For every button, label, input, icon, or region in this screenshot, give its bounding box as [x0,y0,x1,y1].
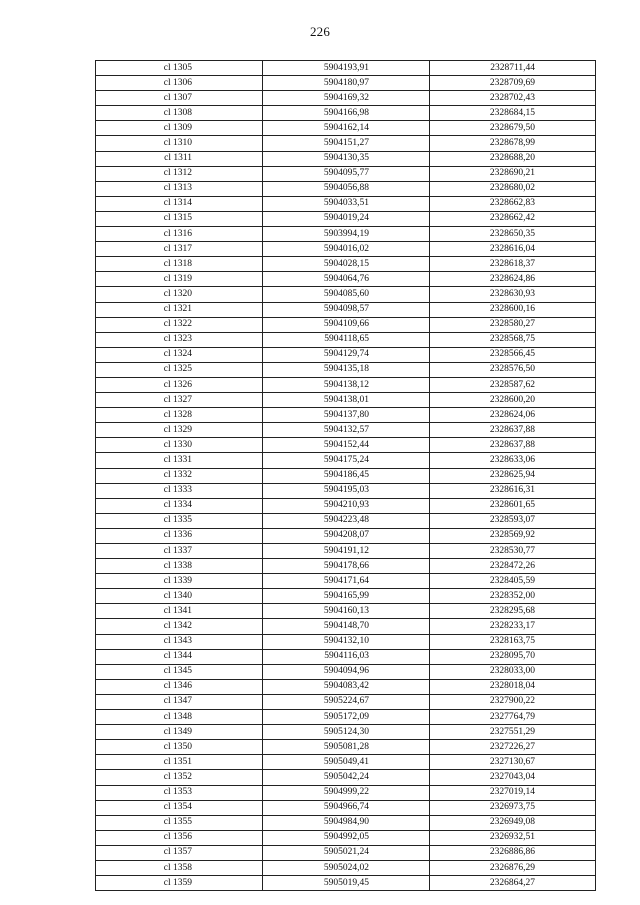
point-id-cell: cl 1305 [96,61,263,76]
y-coordinate-cell: 2328405,59 [430,574,596,589]
point-id-cell: cl 1318 [96,257,263,272]
point-id-cell: cl 1353 [96,785,263,800]
x-coordinate-cell: 5904178,66 [263,559,430,574]
x-coordinate-cell: 5904992,05 [263,830,430,845]
point-id-cell: cl 1355 [96,815,263,830]
x-coordinate-cell: 5904984,90 [263,815,430,830]
table-row [96,196,596,211]
table-row [96,106,596,121]
table-row [96,528,596,543]
point-id-cell: cl 1306 [96,76,263,91]
x-coordinate-cell: 5904966,74 [263,800,430,815]
point-id-cell: cl 1315 [96,211,263,226]
table-row [96,242,596,257]
y-coordinate-cell: 2327019,14 [430,785,596,800]
point-id-cell: cl 1336 [96,528,263,543]
y-coordinate-cell: 2328569,92 [430,528,596,543]
x-coordinate-cell: 5904180,97 [263,76,430,91]
y-coordinate-cell: 2328690,21 [430,166,596,181]
table-row [96,725,596,740]
point-id-cell: cl 1332 [96,468,263,483]
x-coordinate-cell: 5904116,03 [263,649,430,664]
y-coordinate-cell: 2328702,43 [430,91,596,106]
x-coordinate-cell: 5904138,12 [263,377,430,392]
point-id-cell: cl 1357 [96,845,263,860]
x-coordinate-cell: 5904064,76 [263,272,430,287]
x-coordinate-cell: 5904195,03 [263,483,430,498]
point-id-cell: cl 1349 [96,725,263,740]
x-coordinate-cell: 5904152,44 [263,438,430,453]
point-id-cell: cl 1346 [96,679,263,694]
y-coordinate-cell: 2327130,67 [430,755,596,770]
x-coordinate-cell: 5904210,93 [263,498,430,513]
x-coordinate-cell: 5904129,74 [263,347,430,362]
point-id-cell: cl 1348 [96,710,263,725]
x-coordinate-cell: 5904223,48 [263,513,430,528]
x-coordinate-cell: 5904132,10 [263,634,430,649]
table-row [96,438,596,453]
point-id-cell: cl 1344 [96,649,263,664]
y-coordinate-cell: 2328711,44 [430,61,596,76]
point-id-cell: cl 1323 [96,332,263,347]
table-row [96,347,596,362]
point-id-cell: cl 1341 [96,604,263,619]
y-coordinate-cell: 2328650,35 [430,227,596,242]
x-coordinate-cell: 5904019,24 [263,211,430,226]
table-row [96,423,596,438]
table-row [96,498,596,513]
y-coordinate-cell: 2328616,31 [430,483,596,498]
point-id-cell: cl 1345 [96,664,263,679]
point-id-cell: cl 1359 [96,876,263,891]
x-coordinate-cell: 5904166,98 [263,106,430,121]
point-id-cell: cl 1308 [96,106,263,121]
point-id-cell: cl 1342 [96,619,263,634]
table-row [96,634,596,649]
x-coordinate-cell: 5904098,57 [263,302,430,317]
x-coordinate-cell: 5905049,41 [263,755,430,770]
table-row [96,559,596,574]
x-coordinate-cell: 5904033,51 [263,196,430,211]
point-id-cell: cl 1311 [96,151,263,166]
x-coordinate-cell: 5904085,60 [263,287,430,302]
y-coordinate-cell: 2328295,68 [430,604,596,619]
point-id-cell: cl 1356 [96,830,263,845]
y-coordinate-cell: 2328616,04 [430,242,596,257]
x-coordinate-cell: 5904130,35 [263,151,430,166]
x-coordinate-cell: 5904193,91 [263,61,430,76]
point-id-cell: cl 1347 [96,694,263,709]
point-id-cell: cl 1325 [96,362,263,377]
table-row [96,76,596,91]
y-coordinate-cell: 2326973,75 [430,800,596,815]
y-coordinate-cell: 2328637,88 [430,438,596,453]
y-coordinate-cell: 2328624,06 [430,408,596,423]
table-row [96,166,596,181]
point-id-cell: cl 1317 [96,242,263,257]
point-id-cell: cl 1307 [96,91,263,106]
table-row [96,679,596,694]
y-coordinate-cell: 2328637,88 [430,423,596,438]
y-coordinate-cell: 2327043,04 [430,770,596,785]
page-number: 226 [309,24,331,39]
y-coordinate-cell: 2327764,79 [430,710,596,725]
point-id-cell: cl 1313 [96,181,263,196]
y-coordinate-cell: 2328680,02 [430,181,596,196]
point-id-cell: cl 1326 [96,377,263,392]
table-row [96,830,596,845]
y-coordinate-cell: 2328095,70 [430,649,596,664]
x-coordinate-cell: 5904162,14 [263,121,430,136]
y-coordinate-cell: 2328566,45 [430,347,596,362]
table-row [96,649,596,664]
point-id-cell: cl 1327 [96,393,263,408]
point-id-cell: cl 1352 [96,770,263,785]
coordinates-table [95,60,596,891]
point-id-cell: cl 1310 [96,136,263,151]
x-coordinate-cell: 5904016,02 [263,242,430,257]
y-coordinate-cell: 2326949,08 [430,815,596,830]
y-coordinate-cell: 2328472,26 [430,559,596,574]
table-row [96,181,596,196]
x-coordinate-cell: 5905024,02 [263,860,430,875]
y-coordinate-cell: 2328352,00 [430,589,596,604]
x-coordinate-cell: 5905081,28 [263,740,430,755]
table-row [96,710,596,725]
point-id-cell: cl 1338 [96,559,263,574]
point-id-cell: cl 1314 [96,196,263,211]
table-row [96,393,596,408]
x-coordinate-cell: 5904148,70 [263,619,430,634]
point-id-cell: cl 1331 [96,453,263,468]
table-row [96,257,596,272]
y-coordinate-cell: 2328662,83 [430,196,596,211]
x-coordinate-cell: 5904138,01 [263,393,430,408]
table-row [96,589,596,604]
table-row [96,362,596,377]
table-row [96,619,596,634]
y-coordinate-cell: 2326864,27 [430,876,596,891]
x-coordinate-cell: 5904132,57 [263,423,430,438]
x-coordinate-cell: 5904175,24 [263,453,430,468]
table-row [96,800,596,815]
y-coordinate-cell: 2328630,93 [430,287,596,302]
x-coordinate-cell: 5904135,18 [263,362,430,377]
table-row [96,408,596,423]
table-row [96,302,596,317]
x-coordinate-cell: 5904208,07 [263,528,430,543]
point-id-cell: cl 1334 [96,498,263,513]
x-coordinate-cell: 5904165,99 [263,589,430,604]
point-id-cell: cl 1354 [96,800,263,815]
x-coordinate-cell: 5904191,12 [263,544,430,559]
y-coordinate-cell: 2328688,20 [430,151,596,166]
point-id-cell: cl 1340 [96,589,263,604]
point-id-cell: cl 1321 [96,302,263,317]
x-coordinate-cell: 5904151,27 [263,136,430,151]
x-coordinate-cell: 5904160,13 [263,604,430,619]
y-coordinate-cell: 2328568,75 [430,332,596,347]
point-id-cell: cl 1324 [96,347,263,362]
table-row [96,785,596,800]
table-row [96,860,596,875]
x-coordinate-cell: 5904171,64 [263,574,430,589]
table-row [96,740,596,755]
x-coordinate-cell: 5904999,22 [263,785,430,800]
table-row [96,770,596,785]
table-row [96,664,596,679]
y-coordinate-cell: 2328618,37 [430,257,596,272]
table-row [96,332,596,347]
table-row [96,151,596,166]
y-coordinate-cell: 2328576,50 [430,362,596,377]
point-id-cell: cl 1335 [96,513,263,528]
y-coordinate-cell: 2327226,27 [430,740,596,755]
x-coordinate-cell: 5904095,77 [263,166,430,181]
y-coordinate-cell: 2328709,69 [430,76,596,91]
table-row [96,544,596,559]
point-id-cell: cl 1309 [96,121,263,136]
point-id-cell: cl 1319 [96,272,263,287]
x-coordinate-cell: 5905021,24 [263,845,430,860]
y-coordinate-cell: 2328624,86 [430,272,596,287]
table-row [96,876,596,891]
table-row [96,513,596,528]
x-coordinate-cell: 5904056,88 [263,181,430,196]
x-coordinate-cell: 5905224,67 [263,694,430,709]
y-coordinate-cell: 2328601,65 [430,498,596,513]
y-coordinate-cell: 2328163,75 [430,634,596,649]
x-coordinate-cell: 5904083,42 [263,679,430,694]
table-row [96,91,596,106]
y-coordinate-cell: 2328633,06 [430,453,596,468]
y-coordinate-cell: 2328580,27 [430,317,596,332]
table-row [96,755,596,770]
table-row [96,211,596,226]
table-row [96,483,596,498]
y-coordinate-cell: 2326886,86 [430,845,596,860]
y-coordinate-cell: 2328018,04 [430,679,596,694]
x-coordinate-cell: 5904109,66 [263,317,430,332]
y-coordinate-cell: 2328684,15 [430,106,596,121]
point-id-cell: cl 1351 [96,755,263,770]
table-row [96,61,596,76]
point-id-cell: cl 1343 [96,634,263,649]
table-row [96,287,596,302]
table-row [96,227,596,242]
y-coordinate-cell: 2328678,99 [430,136,596,151]
table-row [96,317,596,332]
point-id-cell: cl 1322 [96,317,263,332]
table-row [96,377,596,392]
y-coordinate-cell: 2328679,50 [430,121,596,136]
point-id-cell: cl 1333 [96,483,263,498]
y-coordinate-cell: 2328625,94 [430,468,596,483]
y-coordinate-cell: 2328662,42 [430,211,596,226]
y-coordinate-cell: 2326876,29 [430,860,596,875]
point-id-cell: cl 1316 [96,227,263,242]
x-coordinate-cell: 5904186,45 [263,468,430,483]
x-coordinate-cell: 5904118,65 [263,332,430,347]
point-id-cell: cl 1337 [96,544,263,559]
x-coordinate-cell: 5905042,24 [263,770,430,785]
table-row [96,453,596,468]
point-id-cell: cl 1358 [96,860,263,875]
y-coordinate-cell: 2327551,29 [430,725,596,740]
y-coordinate-cell: 2326932,51 [430,830,596,845]
point-id-cell: cl 1330 [96,438,263,453]
x-coordinate-cell: 5904169,32 [263,91,430,106]
y-coordinate-cell: 2328530,77 [430,544,596,559]
table-row [96,272,596,287]
x-coordinate-cell: 5904028,15 [263,257,430,272]
table-row [96,468,596,483]
x-coordinate-cell: 5905172,09 [263,710,430,725]
x-coordinate-cell: 5904094,96 [263,664,430,679]
x-coordinate-cell: 5903994,19 [263,227,430,242]
point-id-cell: cl 1329 [96,423,263,438]
y-coordinate-cell: 2328600,20 [430,393,596,408]
y-coordinate-cell: 2328587,62 [430,377,596,392]
x-coordinate-cell: 5905019,45 [263,876,430,891]
point-id-cell: cl 1350 [96,740,263,755]
y-coordinate-cell: 2327900,22 [430,694,596,709]
table-row [96,136,596,151]
x-coordinate-cell: 5904137,80 [263,408,430,423]
y-coordinate-cell: 2328233,17 [430,619,596,634]
table-row [96,694,596,709]
table-row [96,604,596,619]
x-coordinate-cell: 5905124,30 [263,725,430,740]
y-coordinate-cell: 2328593,07 [430,513,596,528]
table-row [96,121,596,136]
table-row [96,845,596,860]
point-id-cell: cl 1328 [96,408,263,423]
point-id-cell: cl 1312 [96,166,263,181]
point-id-cell: cl 1320 [96,287,263,302]
table-row [96,574,596,589]
y-coordinate-cell: 2328033,00 [430,664,596,679]
table-row [96,815,596,830]
coordinates-table-body [96,61,596,891]
y-coordinate-cell: 2328600,16 [430,302,596,317]
point-id-cell: cl 1339 [96,574,263,589]
